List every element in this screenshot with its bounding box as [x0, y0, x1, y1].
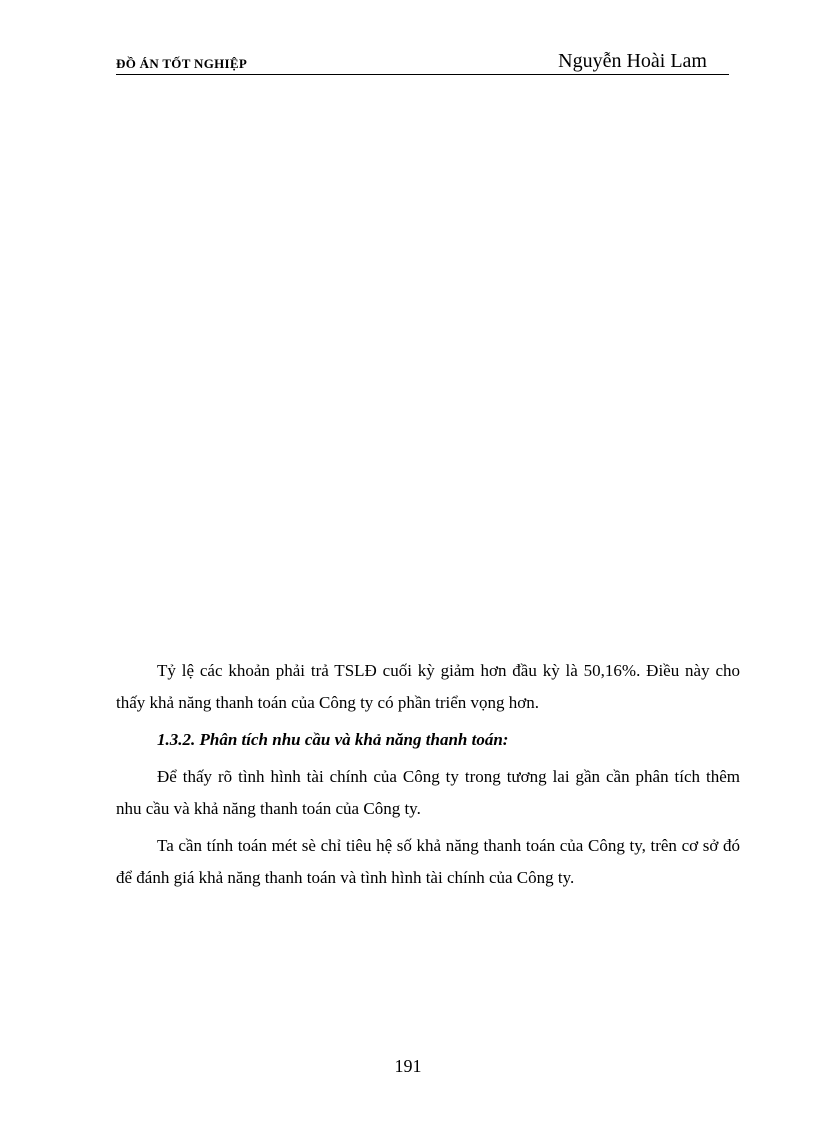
- section-heading: 1.3.2. Phân tích nhu cầu và khả năng thanh toán:: [157, 730, 509, 749]
- paragraph-solvency-indicators: Ta cần tính toán mét sè chỉ tiêu hệ số khả năng thanh toán của Công ty, trên cơ sở đó để đánh giá khả năng thanh toán và tình hình tài chính của Công ty.: [116, 836, 740, 887]
- paragraph-receivables-ratio: Tỷ lệ các khoản phải trả TSLĐ cuối kỳ giảm hơn đầu kỳ là 50,16%. Điều này cho thấy khả năng thanh toán của Công ty có phần triển vọng hơn.: [116, 661, 740, 712]
- body-content: [116, 655, 740, 899]
- paragraph-financial-situation: Để thấy rõ tình hình tài chính của Công ty trong tương lai gần cần phân tích thêm nhu cầu và khả năng thanh toán của Công ty.: [116, 767, 740, 818]
- page-number: 191: [394, 1056, 422, 1076]
- author-name: Nguyễn Hoài Lam: [558, 50, 707, 72]
- page-header: [116, 48, 729, 75]
- document-title: ĐỒ ÁN TỐT NGHIỆP: [116, 56, 248, 71]
